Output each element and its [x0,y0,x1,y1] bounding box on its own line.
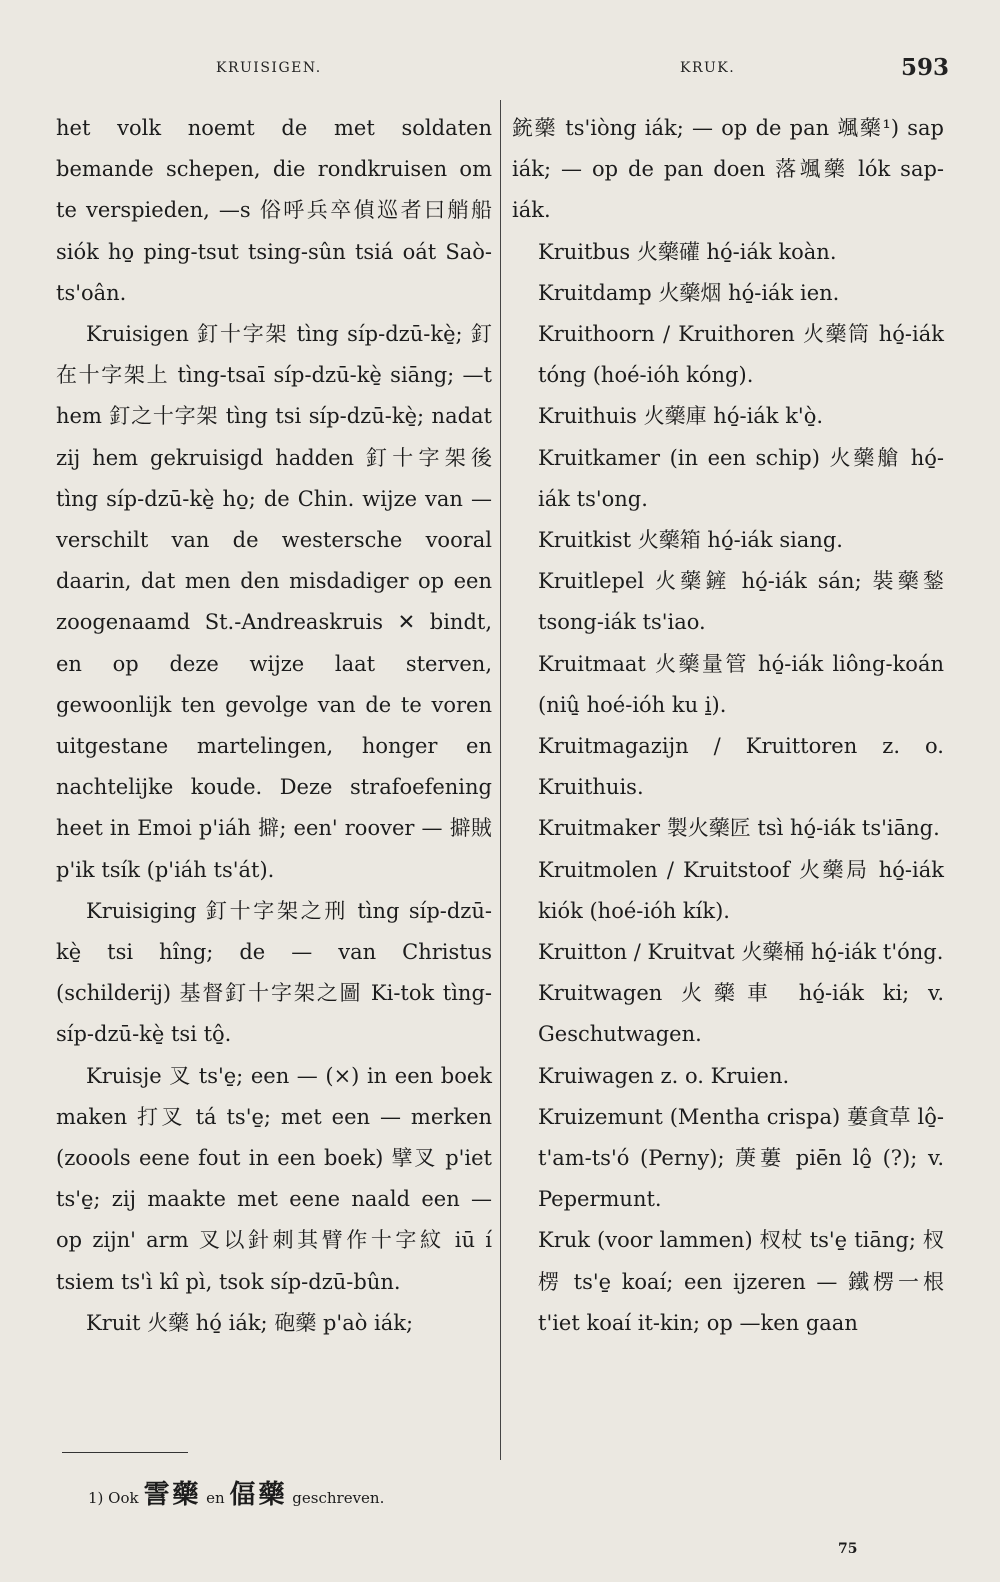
entry-kruit-continued: 銃藥 ts'iòng iák; — op de pan 颯藥¹) sap iák; — op de pan doen 落颯藥 lók sap-iák. [512,116,944,223]
footnote-chars-2: 偪藥 [229,1480,288,1510]
entry-kruitkamer: Kruitkamer (in een schip) 火藥艙 hó̱-iák ts'ong. [538,445,944,511]
entry-kruk: Kruk (voor lammen) 杈杖 ts'e̱ tiāng; 杈楞 ts'e̱ koaí; een ijzeren — 鐵楞一根 t'iet koaí it-kin; op —ken gaan [538,1228,944,1335]
entry-kruizemunt: Kruizemunt (Mentha crispa) 蔞貪草 lô̱-t'am-ts'ó (Perny); 菮蔞 piēn lô̱ (?); v. Pepermunt. [538,1104,944,1212]
entry-kruitmaker: Kruitmaker 製火藥匠 tsì hó̱-iák ts'iāng. [538,816,940,841]
right-column [512,108,944,1344]
entry-kruisje: Kruisje 叉 ts'e̱; een — (×) in een boek maken 打叉 tá ts'e̱; met een — merken (zoools eene fout in een boek) 擘叉 p'iet ts'e̱; zij maakte met eene naald een — op zijn' arm 叉以針刺其臂作十字紋 iū í tsiem ts'ì kî pì, tsok síp-dzū-bûn. [56,1063,492,1294]
entry-kruitton: Kruitton / Kruitvat 火藥桶 hó̱-iák t'óng. [538,940,944,965]
entry-kruitkist: Kruitkist 火藥箱 hó̱-iák siang. [538,528,843,553]
running-head-left: KRUISIGEN. [216,60,322,76]
running-head-right: KRUK. [680,60,736,76]
footnote-rule [62,1452,188,1453]
footnote [88,1474,384,1511]
column-divider [500,100,501,1460]
entry-kruitmaat: Kruitmaat 火藥量管 hó̱-iák liông-koán (niû̱ hoé-ióh ku i̱). [538,651,944,717]
entry-kruitmagazijn: Kruitmagazijn / Kruittoren z. o. Kruithuis. [538,734,944,800]
footnote-mark: 1) Ook [88,1489,139,1507]
entry-kruithoorn: Kruithoorn / Kruithoren 火藥筒 hó̱-iák tóng (hoé-ióh kóng). [538,322,944,388]
entry-kruit: Kruit 火藥 hó̱ iák; 砲藥 p'aò iák; [86,1310,414,1335]
footnote-tail: geschreven. [292,1489,385,1507]
entry-kruithuis: Kruithuis 火藥庫 hó̱-iák k'ò̱. [538,404,824,429]
footnote-chars-1: 霅藥 [143,1480,202,1510]
entry-kruiwagen: Kruiwagen z. o. Kruien. [538,1063,790,1088]
left-column [56,108,492,1344]
entry-kruisiging: Kruisiging 釘十字架之刑 tìng síp-dzū-kè̱ tsi hîng; de — van Christus (schilderij) 基督釘十字架之圖 Ki-tok tìng-síp-dzū-kè̱ tsi tô̱. [56,898,492,1047]
entry-kruitbus: Kruitbus 火藥礶 hó̱-iák koàn. [538,239,837,264]
entry-kruisigen: Kruisigen 釘十字架 tìng síp-dzū-kè̱; 釘在十字架上 tìng-tsaī síp-dzū-kè̱ siāng; —t hem 釘之十字架 tìng tsi síp-dzū-kè̱; nadat zij hem gekruisigd hadden 釘十字架後 tìng síp-dzū-kè̱ ho̱; de Chin. wijze van — verschilt van de westersche vooral daarin, dat men den misdadiger op een zoogenaamd St.-Andreaskruis ✕ bindt, en op deze wijze laat sterven, gewoonlijk ten gevolge van de te voren uitgestane martelingen, honger en nachtelijke koude. Deze strafoefening heet in Emoi p'iáh 擗; een' roover — 擗賊 p'ik tsík (p'iáh ts'át). [56,322,492,882]
entry-continuation: het volk noemt de met soldaten bemande schepen, die rondkruisen om te verspieden, —s 俗呼兵卒偵巡者曰艄船 siók ho̱ ping-tsut tsing-sûn tsiá oát Saò-ts'oân. [56,116,492,305]
entry-kruitmolen: Kruitmolen / Kruitstoof 火藥局 hó̱-iák kiók (hoé-ióh kík). [538,857,944,923]
footnote-en: en [206,1489,225,1507]
entry-kruitwagen: Kruitwagen 火藥車 hó̱-iák ki; v. Geschutwagen. [538,981,944,1047]
signature-mark: 75 [838,1541,858,1557]
entry-kruitlepel: Kruitlepel 火藥鏟 hó̱-iák sán; 裝藥鍫 tsong-iák ts'iao. [538,569,944,635]
entry-kruitdamp: Kruitdamp 火藥烟 hó̱-iák ien. [538,280,840,305]
page-number: 593 [901,54,950,81]
